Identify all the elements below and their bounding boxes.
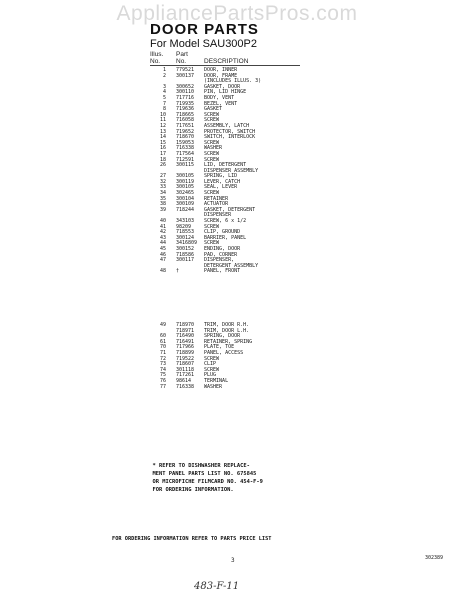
illus-number: 12 xyxy=(159,122,166,129)
illus-number: 72 xyxy=(159,355,166,362)
part-description: LEVER, CATCH xyxy=(204,178,241,185)
part-description: GASKET xyxy=(204,106,223,113)
part-description: DOOR, INNER xyxy=(204,67,238,73)
part-description: TRIM, DOOR R.H. xyxy=(204,322,250,328)
part-description: TERMINAL xyxy=(204,377,229,384)
part-description: DOOR, FRAME xyxy=(204,72,238,79)
illus-number: 41 xyxy=(159,223,166,230)
model-subtitle: For Model SAU300P2 xyxy=(150,38,257,50)
parts-list xyxy=(150,68,350,275)
part-number: 779521 xyxy=(176,67,195,73)
illus-number: 1 xyxy=(162,67,166,73)
illus-number: 5 xyxy=(162,94,166,101)
part-description: PLUG xyxy=(204,372,217,379)
illus-number: 13 xyxy=(159,128,166,135)
part-description: SCREW xyxy=(204,223,220,230)
part-description: SCREW xyxy=(204,111,220,118)
illus-number: 15 xyxy=(159,139,166,146)
handwritten-note: 483-F-11 xyxy=(194,581,240,592)
part-number: 717651 xyxy=(176,122,195,129)
part-row xyxy=(150,385,350,391)
part-number: 343103 xyxy=(176,218,195,225)
illus-number: 48 xyxy=(159,268,166,275)
col-header-illus: Illus. xyxy=(150,51,164,58)
part-description: ASSEMBLY, LATCH xyxy=(204,122,250,129)
illus-number: 71 xyxy=(159,349,166,356)
illus-number: 60 xyxy=(159,333,166,340)
part-number: 300652 xyxy=(176,83,195,90)
part-description: SPRING, LID xyxy=(204,173,238,180)
part-description: PIN, LID HINGE xyxy=(204,89,247,96)
part-number: 712591 xyxy=(176,156,195,163)
part-number: 301118 xyxy=(176,366,195,373)
part-description: SCREW xyxy=(204,117,220,124)
illus-number: 10 xyxy=(159,111,166,118)
part-description: PLATE, TOE xyxy=(204,344,235,351)
part-number: 300110 xyxy=(176,89,195,96)
illus-number: 47 xyxy=(159,257,166,264)
illus-number: 74 xyxy=(159,366,166,373)
part-number: 718244 xyxy=(176,206,195,213)
col-header-part-no: No. xyxy=(176,58,187,65)
header-rule xyxy=(150,65,300,66)
part-description: RETAINER xyxy=(204,195,229,202)
part-description: GASKET, DETERGENT xyxy=(204,206,256,213)
illus-number: 49 xyxy=(159,322,166,328)
illus-number: 18 xyxy=(159,156,166,163)
illus-number: 34 xyxy=(159,190,166,197)
ordering-footer: FOR ORDERING INFORMATION REFER TO PARTS PRICE LIST xyxy=(112,536,272,542)
part-number: 3416809 xyxy=(176,240,198,247)
part-number: 300124 xyxy=(176,234,195,241)
part-description: PANEL, FRONT xyxy=(204,268,241,275)
part-description-continued: DISPENSER ASSEMBLY xyxy=(204,167,259,174)
part-number: 718553 xyxy=(176,229,195,236)
part-number: 98209 xyxy=(176,223,192,230)
part-row xyxy=(150,269,350,275)
part-number: † xyxy=(176,268,180,275)
part-number: 300152 xyxy=(176,246,195,252)
part-number: 718899 xyxy=(176,349,195,356)
part-description: RETAINER, SPRING xyxy=(204,338,253,345)
part-number: 300115 xyxy=(176,162,195,169)
part-description: GASKET, DOOR xyxy=(204,83,241,90)
part-number: 717966 xyxy=(176,344,195,351)
part-description-continued: (INCLUDES ILLUS. 3) xyxy=(204,78,262,85)
page-number: 3 xyxy=(231,557,235,564)
col-header-description: DESCRIPTION xyxy=(204,58,249,65)
part-number: 300117 xyxy=(176,257,195,264)
part-description: SCREW xyxy=(204,150,220,157)
part-description: SCREW xyxy=(204,355,220,362)
part-number: 717716 xyxy=(176,94,195,101)
part-number: 718665 xyxy=(176,111,195,118)
part-number: 718970 xyxy=(176,322,195,328)
part-description: SCREW xyxy=(204,240,220,247)
part-number: 302465 xyxy=(176,190,195,197)
part-number: 717261 xyxy=(176,372,195,379)
part-description: SCREW, 6 x 1/2 xyxy=(204,218,247,225)
illus-number: 3 xyxy=(162,83,166,90)
col-header-part: Part xyxy=(176,51,188,58)
part-number: 300119 xyxy=(176,178,195,185)
illus-number: 27 xyxy=(159,173,166,180)
part-description: SCREW xyxy=(204,190,220,197)
part-description: SCREW xyxy=(204,139,220,146)
part-number: 300105 xyxy=(176,173,195,180)
part-number: 300137 xyxy=(176,72,195,79)
illus-number: 33 xyxy=(159,184,166,191)
illus-number: 46 xyxy=(159,251,166,258)
part-number: 718971 xyxy=(176,327,195,334)
replacement-panel-note: * REFER TO DISHWASHER REPLACE- MENT PANEL PARTS LIST NO. 675845 OR MICROFICHE FILMCARD NO. 454-F-9 FOR ORDERING INFORMATION. xyxy=(152,463,263,493)
part-number: 98614 xyxy=(176,377,192,384)
part-number: 159053 xyxy=(176,139,195,146)
illus-number: 44 xyxy=(159,240,166,247)
illus-number: 61 xyxy=(159,338,166,345)
illus-number: 8 xyxy=(162,106,166,113)
part-description: CLIP xyxy=(204,361,217,368)
part-description-continued: DISPENSER xyxy=(204,212,232,219)
illus-number: 77 xyxy=(159,383,166,390)
part-number: 300104 xyxy=(176,195,195,202)
col-header-no: No. xyxy=(150,58,161,65)
part-description: SEAL, LEVER xyxy=(204,184,238,191)
illus-number: 14 xyxy=(159,134,166,141)
part-description: LID, DETERGENT xyxy=(204,162,247,169)
part-description: CLIP, GROUND xyxy=(204,229,241,236)
parts-list-continued xyxy=(150,323,350,390)
illus-number: 45 xyxy=(159,246,166,252)
part-description: BODY, VENT xyxy=(204,94,235,101)
illus-number: 43 xyxy=(159,234,166,241)
part-description: WASHER xyxy=(204,383,223,390)
part-description: SCREW xyxy=(204,156,220,163)
illus-number: 35 xyxy=(159,195,166,202)
part-description: ENDING, DOOR xyxy=(204,246,241,252)
part-number: 716058 xyxy=(176,117,195,124)
illus-number: 73 xyxy=(159,361,166,368)
page-title: DOOR PARTS xyxy=(150,21,259,38)
part-number: 716338 xyxy=(176,145,195,152)
part-number: 300109 xyxy=(176,201,195,208)
illus-number: 32 xyxy=(159,178,166,185)
part-number: 718586 xyxy=(176,251,195,258)
part-description: BEZEL, VENT xyxy=(204,100,238,107)
illus-number: 2 xyxy=(162,72,166,79)
part-description: PAD, CORNER xyxy=(204,251,238,258)
part-description: PROTECTOR, SWITCH xyxy=(204,128,256,135)
illus-number: 38 xyxy=(159,201,166,208)
illus-number: 16 xyxy=(159,145,166,152)
part-description: TRIM, DOOR L.H. xyxy=(204,327,250,334)
part-number: 716491 xyxy=(176,338,195,345)
illus-number: 26 xyxy=(159,162,166,169)
part-number: 716338 xyxy=(176,383,195,390)
watermark: AppliancePartsPros.com xyxy=(116,2,358,25)
part-number: 716490 xyxy=(176,333,195,340)
part-number: 719636 xyxy=(176,106,195,113)
illus-number: 7 xyxy=(162,100,166,107)
part-description-continued: DETERGENT ASSEMBLY xyxy=(204,262,259,269)
part-number: 719522 xyxy=(176,355,195,362)
part-description: SPRING, DOOR xyxy=(204,333,241,340)
illus-number: 40 xyxy=(159,218,166,225)
part-description: DISPENSER, xyxy=(204,257,235,264)
part-description: ACTUATOR xyxy=(204,201,229,208)
illus-number: 39 xyxy=(159,206,166,213)
form-number: 302389 xyxy=(425,555,444,561)
illus-number: 76 xyxy=(159,377,166,384)
part-description: SWITCH, INTERLOCK xyxy=(204,134,256,141)
part-description: SCREW xyxy=(204,366,220,373)
part-description: BARRIER, PANEL xyxy=(204,234,247,241)
illus-number: 70 xyxy=(159,344,166,351)
illus-number: 4 xyxy=(162,89,166,96)
part-number: 719652 xyxy=(176,128,195,135)
illus-number: 17 xyxy=(159,150,166,157)
part-number: 717564 xyxy=(176,150,195,157)
illus-number: 42 xyxy=(159,229,166,236)
part-number: 719935 xyxy=(176,100,195,107)
illus-number: 75 xyxy=(159,372,166,379)
illus-number: 11 xyxy=(159,117,166,124)
part-number: 718670 xyxy=(176,134,195,141)
part-description: WASHER xyxy=(204,145,223,152)
part-number: 718607 xyxy=(176,361,195,368)
part-number: 300105 xyxy=(176,184,195,191)
part-description: PANEL, ACCESS xyxy=(204,349,244,356)
